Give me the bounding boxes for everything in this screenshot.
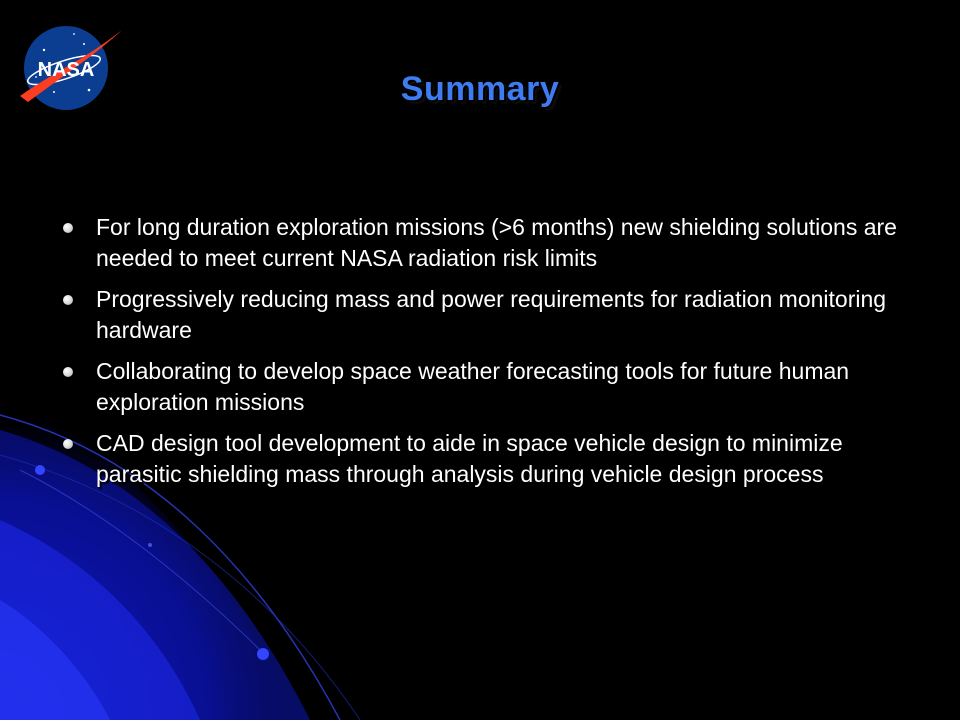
bullet-text: For long duration exploration missions (>6 months) new shielding solutions are needed to meet current NASA radiation risk limits: [96, 214, 897, 271]
bullet-dot-icon: [63, 439, 73, 449]
bullet-dot-icon: [63, 367, 73, 377]
bullet-item: [62, 212, 902, 274]
bullet-text: Progressively reducing mass and power requirements for radiation monitoring hardware: [96, 286, 887, 343]
bullet-list: [62, 212, 902, 500]
bullet-text: CAD design tool development to aide in space vehicle design to minimize parasitic shielding mass through analysis during vehicle design process: [96, 430, 843, 487]
bullet-dot-icon: [63, 223, 73, 233]
slide-title: Summary: [400, 70, 560, 108]
bullet-item: [62, 284, 902, 346]
bullet-dot-icon: [63, 295, 73, 305]
bullet-item: [62, 356, 902, 418]
bullet-text: Collaborating to develop space weather forecasting tools for future human exploration missions: [96, 358, 850, 415]
bullet-item: [62, 428, 902, 490]
nasa-logo-text: NASA: [37, 59, 95, 81]
